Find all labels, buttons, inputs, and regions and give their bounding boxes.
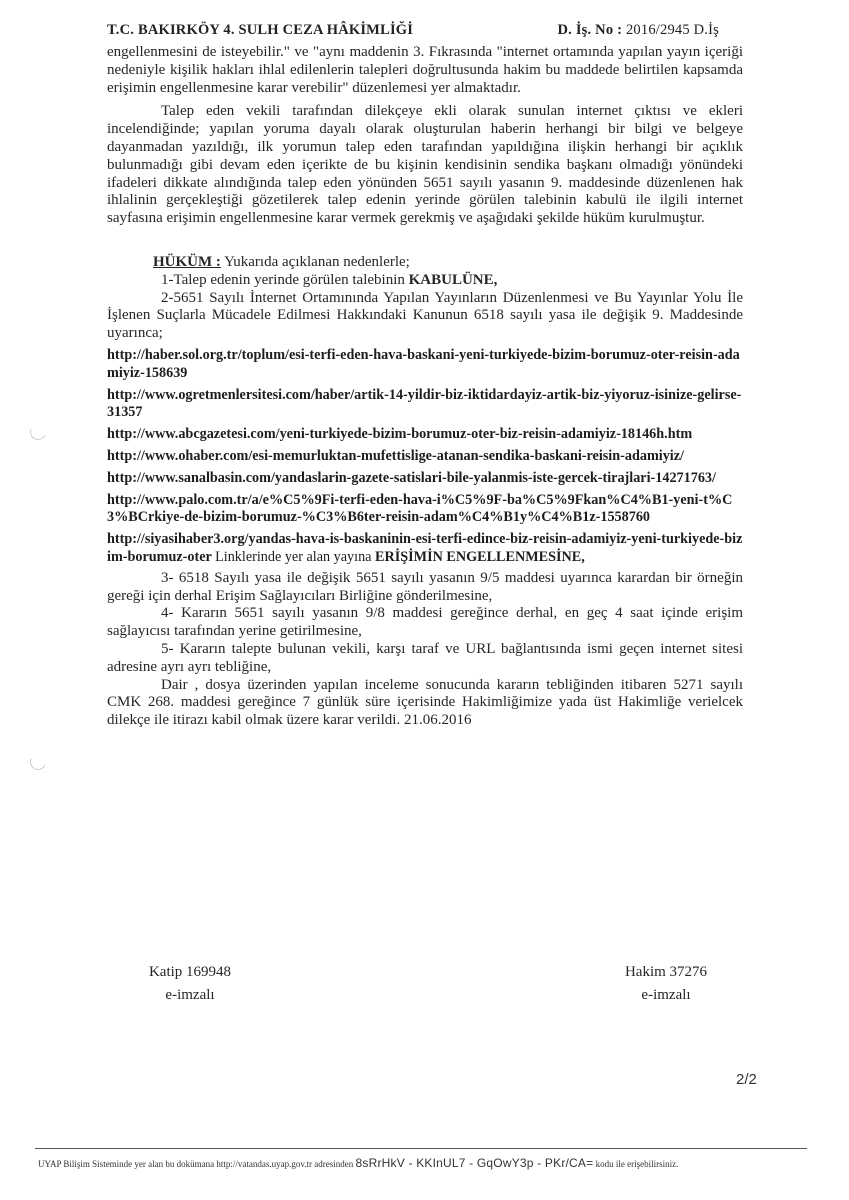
judge-name: Hakim 37276 xyxy=(624,964,708,980)
clerk-name: Katip 169948 xyxy=(148,964,232,980)
verification-code: 8sRrHkV - KKInUL7 - GqOwY3p - PKr/CA= xyxy=(355,1156,594,1170)
paragraph-continuation: engellenmesini de isteyebilir." ve "aynı maddenin 3. Fıkrasında "internet ortamında yapılan yayın içeriği nedeniyle kişilik hakları ihlal edilenlerin talepleri doğrultusunda hakim bu maddede belirtilen kapsamda erişimin engellenmesine karar verebilir" düzenlemesi yer almaktadır. xyxy=(107,44,743,96)
verdict-heading xyxy=(107,254,743,272)
verdict-item-1 xyxy=(107,272,743,290)
blocked-url: http://www.sanalbasin.com/yandaslarin-gazete-satislari-bile-yalanmis-iste-gercek-tirajlari-14271763/ xyxy=(107,469,716,486)
blocked-url-last xyxy=(107,531,743,567)
paragraph-reasoning: Talep eden vekili tarafından dilekçeye ekli olarak sunulan internet çıktısı ve ekleri incelendiğinde; yapılan yoruma dayalı olarak oluşturulan haberin herhangi bir bilgi ve belgeye dayanmadan yazıldığı, ilk yorumun talep eden tarafından yapıldığına ilişkin herhangi bir açıklık bulunmadığı gibi devam eden içerikte de bu kişinin kendisinin sendika başkanı olmadığı yönündeki ifadeleri dikkate alındığında talep eden yönünden 5651 sayılı yasanın 9. maddesinde düzenlenen hak ihlalinin gerçekleştiği gözetilerek talep edenin yerinde görülen talebinin kabulü ile ilgili internet sayfasına erişimin engellenmesine karar vermek gerekmiş ve aşağıdaki şekilde hüküm kurulmuştur. xyxy=(107,103,743,227)
blocked-url: http://www.abcgazetesi.com/yeni-turkiyede-bizim-borumuz-oter-biz-reisin-adamiyiz-18146h.htm xyxy=(107,426,693,443)
verdict-item-1-text: 1-Talep edenin yerinde görülen talebinin xyxy=(161,271,405,288)
footer-divider xyxy=(35,1148,807,1149)
footer-suffix: kodu ile erişebilirsiniz. xyxy=(595,1159,679,1169)
blocked-url: http://www.ogretmenlersitesi.com/haber/artik-14-yildir-biz-iktidardayiz-artik-biz-yiyoruz-isinize-gelirse-31357 xyxy=(107,386,742,421)
footer xyxy=(38,1156,818,1170)
document-header xyxy=(107,22,719,39)
verdict-item-4: 4- Kararın 5651 sayılı yasanın 9/8 maddesi gereğince derhal, en geç 4 saat içinde erişim sağlayıcısı tarafından yerine getirilmesine, xyxy=(107,605,743,640)
punch-hole-mark xyxy=(28,422,49,443)
judge-signature xyxy=(606,964,726,1010)
blocked-url-tail: Linklerinde yer alan yayına xyxy=(215,548,372,565)
judge-esign: e-imzalı xyxy=(641,987,691,1003)
clerk-esign: e-imzalı xyxy=(165,987,215,1003)
blocked-url: http://siyasihaber3.org/yandas-hava-is-baskaninin-esi-terfi-edince-biz-reisin-adamiyiz-yeni-turkiyede-bizim-borumuz-oter xyxy=(107,531,743,565)
verdict-intro: Yukarıda açıklanan nedenlerle; xyxy=(224,253,410,270)
verdict-item-2: 2-5651 Sayılı İnternet Ortamınında Yapılan Yayınların Düzenlenmesi ve Bu Yayınlar Yolu İle İşlenen Suçlarla Mücadele Edilmesi Hakkındaki Kanunun 6518 sayılı yasa ile değişik 9. Maddesinde uyarınca; xyxy=(107,289,743,342)
access-block-decision: ERİŞİMİN ENGELLENMESİNE, xyxy=(375,548,585,565)
blocked-url: http://www.ohaber.com/esi-memurluktan-mufettislige-atanan-sendika-baskani-reisin-adamiyiz/ xyxy=(107,447,684,464)
blocked-url: http://haber.sol.org.tr/toplum/esi-terfi-eden-hava-baskani-yeni-turkiyede-bizim-borumuz-oter-reisin-adamiyiz-158639 xyxy=(107,346,740,381)
court-name: T.C. BAKIRKÖY 4. SULH CEZA HÂKİMLİĞİ xyxy=(107,22,414,38)
verdict-item-5: 5- Kararın talepte bulunan vekili, karşı taraf ve URL bağlantısında ismi geçen internet sitesi adresine ayrı ayrı tebliğine, xyxy=(107,640,743,675)
verdict-item-1-decision: KABULÜNE, xyxy=(408,271,498,288)
document-body xyxy=(107,44,743,730)
file-number-label: D. İş. No : xyxy=(557,22,623,38)
punch-hole-mark xyxy=(28,752,49,773)
page-number: 2/2 xyxy=(736,1071,757,1088)
file-number xyxy=(558,22,720,39)
verdict-title: HÜKÜM : xyxy=(153,253,221,270)
verdict-closing: Dair , dosya üzerinden yapılan inceleme sonucunda kararın tebliğinden itibaren 5271 sayılı CMK 268. maddesi gereğince 7 günlük süre içerisinde Hakimliğimize yada üst Hakimliğe verielcek dilekçe ile itirazı kabil olmak üzere karar verildi. 21.06.2016 xyxy=(107,676,743,729)
clerk-signature xyxy=(130,964,250,1010)
verdict-item-3: 3- 6518 Sayılı yasa ile değişik 5651 sayılı yasanın 9/5 maddesi uyarınca karardan bir örneğin gereği için derhal Erişim Sağlayıcıları Birliğine gönderilmesine, xyxy=(107,569,743,604)
footer-text: UYAP Bilişim Sisteminde yer alan bu dokümana http://vatandas.uyap.gov.tr adresinden xyxy=(38,1159,354,1169)
blocked-url: http://www.palo.com.tr/a/e%C5%9Fi-terfi-eden-hava-i%C5%9F-ba%C5%9Fkan%C4%B1-yeni-t%C3%BCrkiye-de-bizim-borumuz-%C3%B6ter-reisin-adam%C4%B1y%C4%B1z-1558760 xyxy=(107,491,733,526)
file-number-value: 2016/2945 D.İş xyxy=(625,22,719,38)
